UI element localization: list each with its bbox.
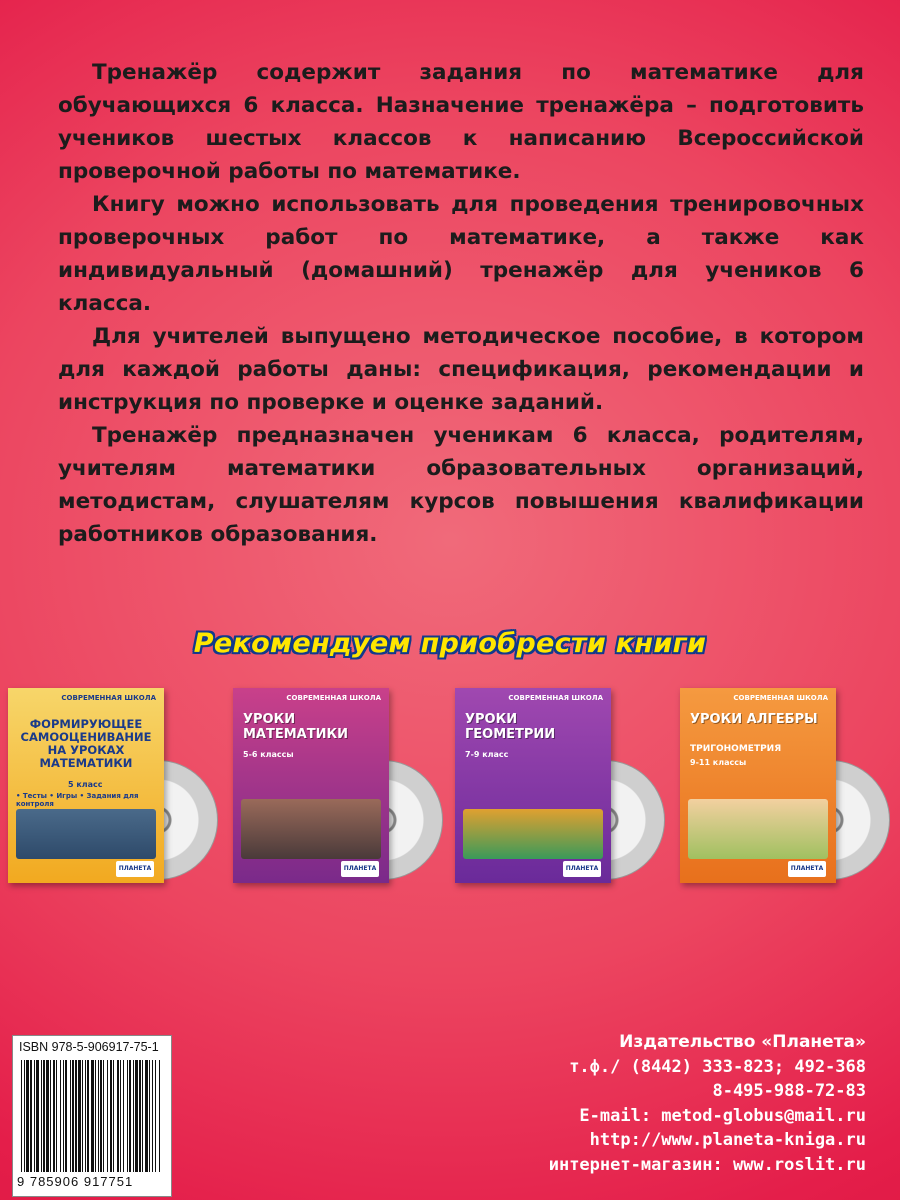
book-series: СОВРЕМЕННАЯ ШКОЛА [286,694,381,702]
cover-photo [463,809,603,859]
cover-photo [241,799,381,859]
phone-line-1: т.ф./ (8442) 333-823; 492-368 [569,1056,866,1077]
book-self-assessment [8,688,218,888]
barcode-icon [19,1060,165,1172]
cover-photo [16,809,156,859]
isbn-block [12,1035,172,1197]
back-cover-footer [0,1020,900,1200]
book-math-lessons [233,688,443,888]
book-grade: 7-9 класс [465,750,509,759]
book-grade: 5 класс [68,780,103,789]
publisher-contacts [549,1030,866,1177]
book-title: УРОКИ ГЕОМЕТРИИ [465,712,556,742]
isbn-label: ISBN 978-5-906917-75-1 [19,1040,159,1054]
paragraph-2: Книгу можно использовать для проведения тренировочных проверочных работ по математике, а также как индивидуальный (домашний) тренажёр для учеников 6 класса. [58,192,864,316]
recommended-books [0,688,900,898]
book-series: СОВРЕМЕННАЯ ШКОЛА [508,694,603,702]
book-extra: ТРИГОНОМЕТРИЯ [690,744,782,754]
book-extra: • Тесты • Игры • Задания для контроля [16,792,139,808]
website-line: http://www.planeta-kniga.ru [589,1130,866,1150]
book-grade: 5-6 классы [243,750,294,759]
publisher-name: Издательство «Планета» [619,1032,866,1052]
publisher-logo: ПЛАНЕТА [563,861,601,877]
book-geometry-lessons [455,688,665,888]
barcode-number: 9 785906 917751 [17,1174,134,1189]
book-cover [8,688,164,883]
publisher-logo: ПЛАНЕТА [116,861,154,877]
book-cover [680,688,836,883]
paragraph-3: Для учителей выпущено методическое пособие, в котором для каждой работы даны: спецификация, рекомендации и инструкция по проверке и оценке заданий. [58,324,864,415]
publisher-logo: ПЛАНЕТА [788,861,826,877]
book-grade: 9-11 классы [690,758,747,767]
book-series: СОВРЕМЕННАЯ ШКОЛА [61,694,156,702]
annotation-text [58,56,864,551]
book-title: УРОКИ АЛГЕБРЫ [690,712,818,727]
book-cover [233,688,389,883]
phone-line-2: 8-495-988-72-83 [712,1081,866,1101]
book-series: СОВРЕМЕННАЯ ШКОЛА [733,694,828,702]
paragraph-1: Тренажёр содержит задания по математике для обучающихся 6 класса. Назначение тренажёра – подготовить учеников шестых классов к написанию Всероссийской проверочной работы по математике. [58,60,864,184]
book-title: ФОРМИРУЮЩЕЕ САМООЦЕНИВАНИЕ НА УРОКАХ МАТЕМАТИКИ [20,717,152,770]
book-title: УРОКИ МАТЕМАТИКИ [243,712,348,742]
book-cover [455,688,611,883]
publisher-logo: ПЛАНЕТА [341,861,379,877]
cover-photo [688,799,828,859]
recommend-heading: Рекомендуем приобрести книги [193,628,707,659]
shop-line: интернет-магазин: www.roslit.ru [548,1154,866,1175]
paragraph-4: Тренажёр предназначен ученикам 6 класса, родителям, учителям математики образовательных организаций, методистам, слушателям курсов повышения квалификации работников образования. [58,423,864,547]
email-line: E-mail: metod-globus@mail.ru [579,1105,866,1126]
book-algebra-lessons [680,688,890,888]
